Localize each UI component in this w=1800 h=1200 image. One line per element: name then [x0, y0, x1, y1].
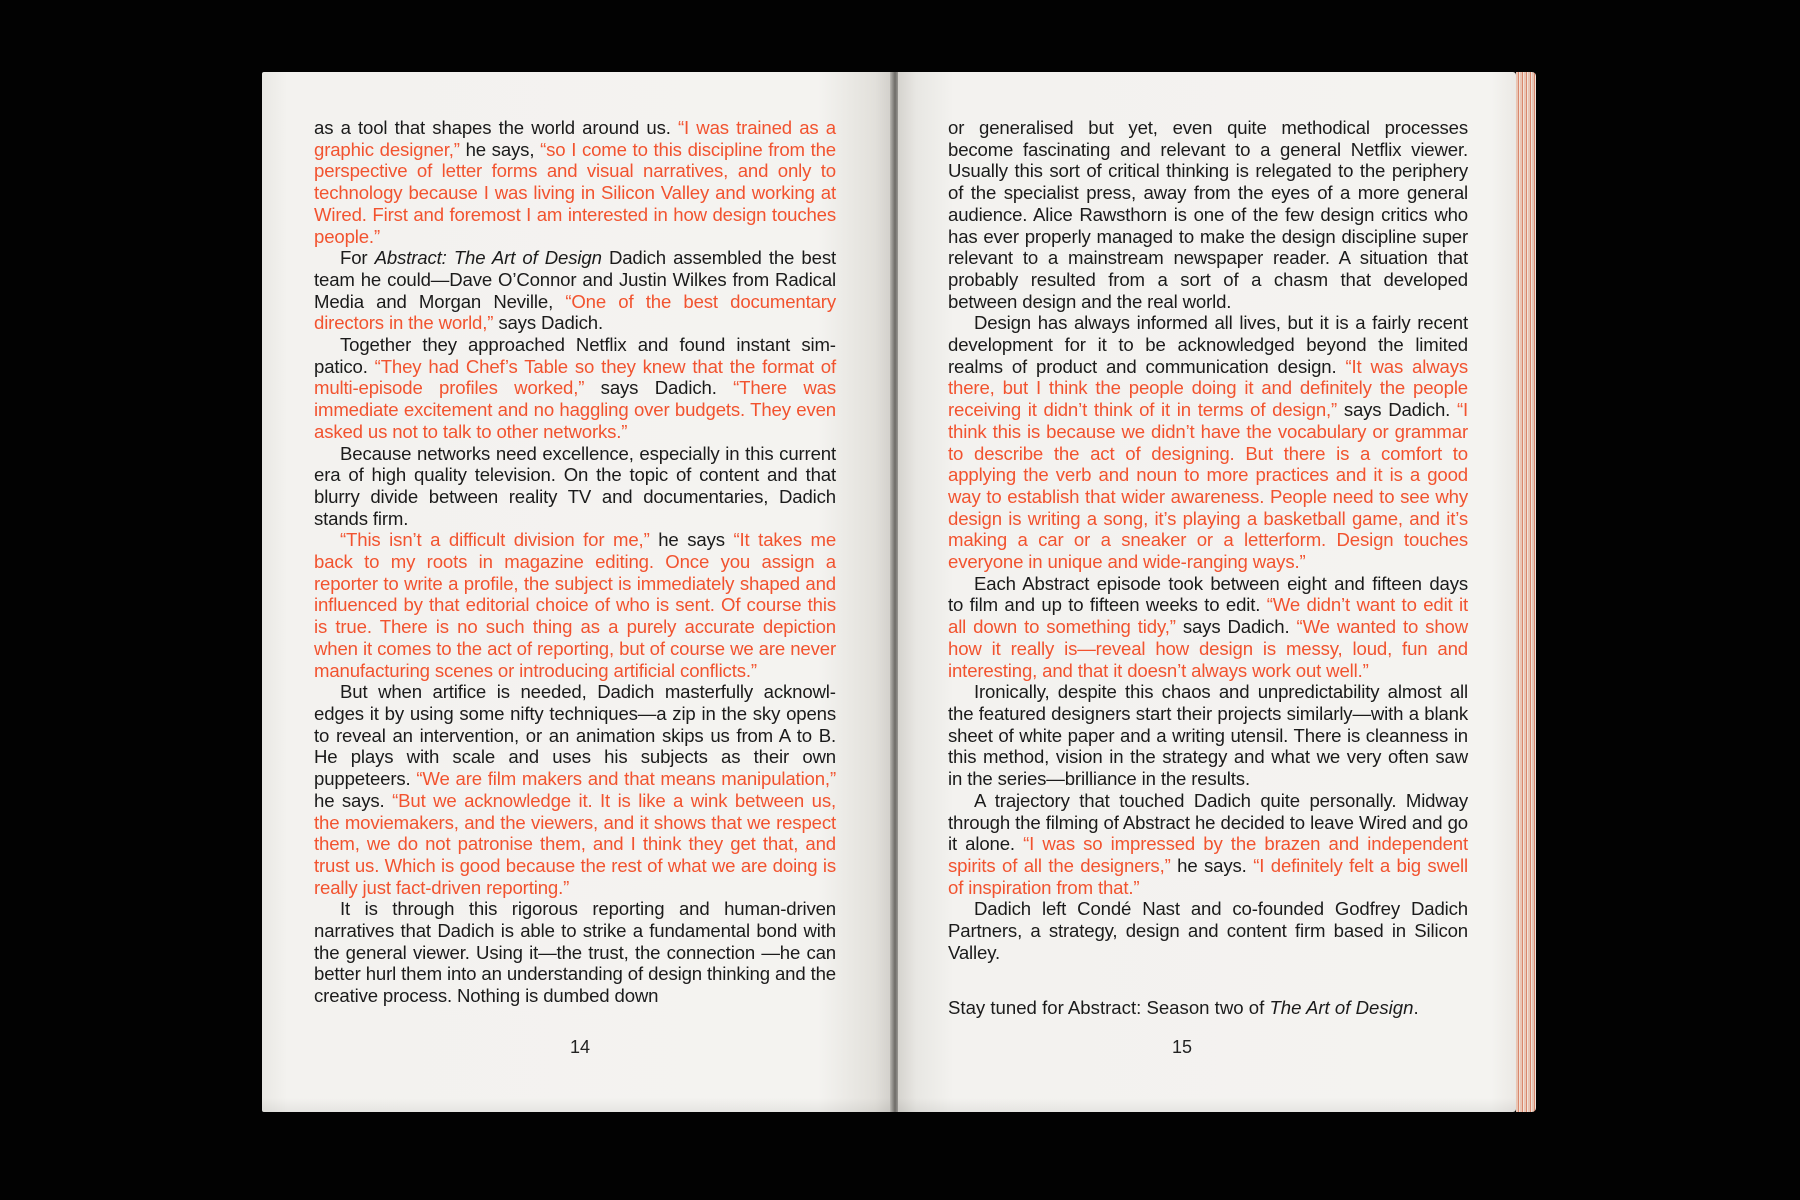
paragraph — [948, 681, 1468, 790]
left-page — [262, 72, 894, 1112]
italic-title: Abstract: The Art of Design — [374, 247, 602, 269]
quote-text: “But we acknowledge it. It is like a wink between us, the moviemakers, and the viewers, and it shows that we respect them, we do not patronise them, and I think they get that, and trust us. Which is good because the rest of what we are doing is really just fact-driven reporting.” — [314, 789, 836, 898]
body-text: he says, — [459, 138, 541, 160]
page-shadow — [898, 1098, 1516, 1112]
quote-text: “I was so impressed by the brazen and independent spirits of all the designers,” — [948, 833, 1468, 876]
paragraph — [314, 334, 836, 443]
body-text: says Dadich. — [584, 377, 734, 399]
open-booklet — [262, 72, 1542, 1114]
paragraph — [314, 117, 836, 247]
paragraph — [314, 898, 836, 1007]
body-text: says Dadich. — [493, 312, 603, 334]
paragraph — [948, 117, 1468, 312]
quote-text: “One of the best documentary directors in the world,” — [314, 290, 836, 334]
quote-text: “We didn’t want to edit it all down to something tidy,” — [948, 594, 1468, 638]
right-page — [898, 72, 1516, 1112]
body-text: Each Abstract episode took between eight and fifteen days to film and up to fifteen weeks to edit. — [948, 572, 1468, 616]
paragraph — [314, 443, 836, 530]
quote-text: “It takes me back to my roots in magazine editing. Once you assign a reporter to write a profile, the subject is immediately shaped and influenced by that editorial choice of who is sent. Of course this is true. There is no such thing as a purely accurate depiction when it comes to the act of reporting, but of course we are never manufacturing scenes or introducing artificial conflicts.” — [314, 529, 837, 681]
quote-text: “so I come to this discipline from the perspective of letter forms and visual narratives, and only to technology because I was living in Silicon Valley and working at Wired. First and foremost I am interested in how design touches people.” — [314, 138, 837, 247]
body-text: he says. — [314, 789, 393, 811]
paragraph — [314, 247, 836, 334]
body-text: But when artifice is needed, Dadich masterfully acknowledges it by using some nifty techniques—a zip in the sky opens to reveal an intervention, or an animation skips us from A to B. He plays with scale and uses his subjects as their own puppeteers. — [314, 681, 836, 790]
quote-text: “We wanted to show how it really is—reveal how design is messy, loud, fun and interesting, and that it doesn’t always work out well.” — [948, 616, 1468, 681]
body-text: . — [1413, 997, 1419, 1018]
left-page-body — [314, 117, 836, 1007]
body-text: or generalised but yet, even quite methodical processes become fascinating and relevant to a general Netflix viewer. Usually this sort of critical thinking is relegated to the periphery of the specialist press, away from the eyes of a more general audience. Alice Rawsthorn is one of the few design critics who has ever properly managed to make the design discipline super relevant to a mainstream newspaper reader. A situation that probably resulted from a sort of a chasm that developed between design and the real world. — [948, 117, 1468, 312]
quote-text: “This isn’t a difficult division for me,” — [340, 529, 650, 551]
page-edges — [1516, 72, 1536, 1112]
body-text: Because networks need excellence, especially in this current era of high quality television. On the topic of content and that blurry divide between reality TV and documentaries, Dadich stands firm. — [314, 442, 836, 529]
quote-text: “There was immediate excitement and no haggling over budgets. They even asked us not to talk to other networks.” — [314, 377, 836, 442]
paragraph — [314, 681, 836, 898]
paragraph — [314, 529, 836, 681]
paragraph — [948, 312, 1468, 572]
body-text: says Dadich. — [1337, 399, 1457, 421]
quote-text: “I definitely felt a big swell of inspiration from that.” — [948, 854, 1469, 898]
body-text: Dadich left Condé Nast and co-founded Godfrey Dadich Partners, a strategy, design and content firm based in Silicon Valley. — [948, 898, 1468, 963]
body-text: Ironically, despite this chaos and unpredictability almost all the featured designers start their projects similarly—with a blank sheet of white paper and a writing utensil. There is cleanness in this method, vision in the strategy and what we very often saw in the series—brilliance in the results. — [948, 681, 1468, 790]
right-page-body — [948, 117, 1468, 963]
body-text: Stay tuned for Abstract: Season two of — [948, 997, 1270, 1018]
body-text: Together they approached Netflix and found instant simpatico. — [314, 334, 836, 377]
page-number: 15 — [1171, 1037, 1193, 1057]
body-text: It is through this rigorous reporting and human-driven narratives that Dadich is able to strike a fundamental bond with the general viewer. Using it—the trust, the connection —he can better hurl them into an understanding of design thinking and the creative process. Nothing is dumbed down — [314, 898, 836, 1007]
body-text: says Dadich. — [1175, 616, 1297, 638]
closing-line — [948, 997, 1468, 1019]
quote-text: “They had Chef’s Table so they knew that the format of multi-episode profiles worked,” — [314, 355, 837, 399]
italic-title: The Art of Design — [1269, 997, 1414, 1018]
body-text: A trajectory that touched Dadich quite personally. Midway through the filming of Abstract he decided to leave Wired and go it alone. — [948, 789, 1468, 855]
page-number: 14 — [569, 1037, 591, 1057]
paragraph — [948, 790, 1468, 899]
quote-text: “We are film makers and that means manipulation,” — [416, 768, 836, 790]
paragraph — [948, 573, 1468, 682]
quote-text: “It was always there, but I think the people doing it and definitely the people receiving it didn’t think of it in terms of design,” — [948, 355, 1468, 421]
body-text: he says — [649, 529, 734, 551]
quote-text: “I think this is because we didn’t have the vocabulary or grammar to describe the act of designing. But there is a comfort to applying the verb and noun to more practices and it is a good way to establish that wider awareness. People need to see why design is writing a song, it’s playing a basketball game, and it’s making a car or a sneaker or a letterform. Design touches everyone in unique and wide-ranging ways.” — [948, 399, 1468, 573]
body-text: he says. — [1170, 854, 1254, 876]
body-text: as a tool that shapes the world around us. — [314, 117, 678, 138]
paragraph — [948, 898, 1468, 963]
body-text: For — [340, 247, 375, 269]
body-text: Design has always informed all lives, but it is a fairly recent development for it to be acknowledged beyond the limited realms of product and communication design. — [948, 312, 1468, 377]
body-text: Dadich assembled the best team he could—Dave O’Connor and Justin Wilkes from Radical Media and Morgan Neville, — [314, 247, 836, 312]
page-shadow — [262, 1098, 894, 1112]
quote-text: “I was trained as a graphic designer,” — [314, 117, 836, 160]
